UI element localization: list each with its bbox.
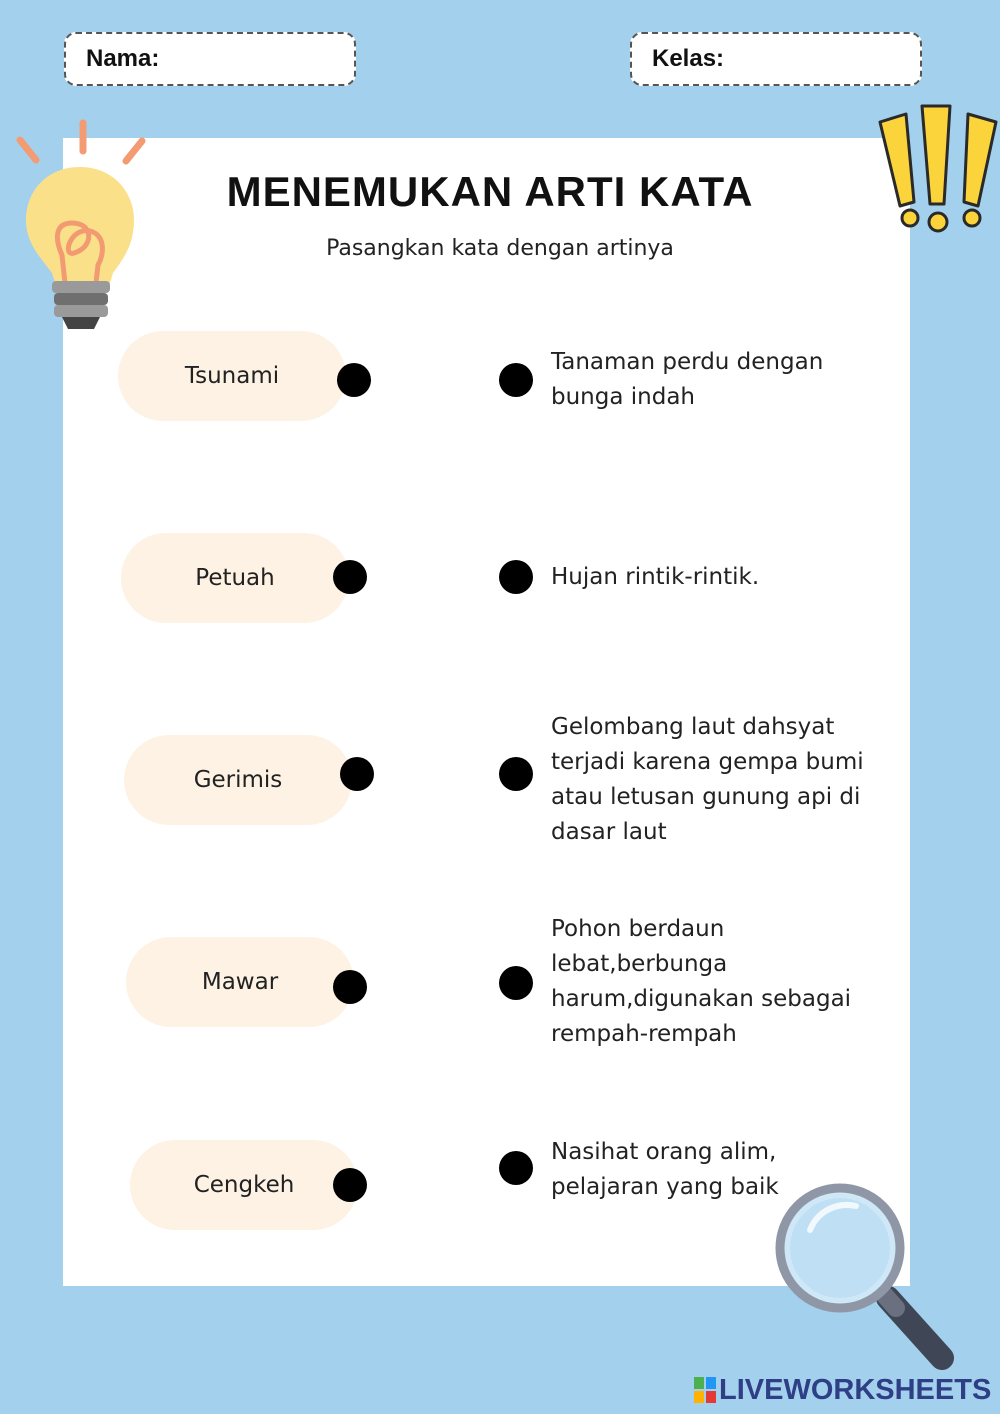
meaning-text — [551, 560, 881, 595]
kelas-label: Kelas: — [652, 45, 725, 72]
meaning-line: Hujan rintik-rintik. — [551, 564, 760, 590]
meaning-dot[interactable] — [499, 363, 533, 397]
word-label: Mawar — [201, 969, 279, 995]
meaning-line: Pohon berdaun — [551, 916, 725, 942]
meaning-dot[interactable] — [499, 757, 533, 791]
liveworksheets-logo[interactable] — [694, 1372, 991, 1408]
meaning-line: atau letusan gunung api di — [551, 784, 861, 810]
meaning-dot[interactable] — [499, 1151, 533, 1185]
word-pill — [118, 331, 346, 421]
brand-label: LIVEWORKSHEETS — [719, 1373, 992, 1406]
word-label: Petuah — [195, 565, 275, 591]
nama-field[interactable] — [64, 32, 356, 86]
meaning-line: Gelombang laut dahsyat — [551, 714, 835, 740]
meaning-line: dasar laut — [551, 819, 667, 845]
meaning-dot[interactable] — [499, 966, 533, 1000]
kelas-field[interactable] — [630, 32, 922, 86]
word-pill — [130, 1140, 358, 1230]
word-label: Gerimis — [193, 767, 283, 793]
word-dot[interactable] — [333, 1168, 367, 1202]
word-pill — [121, 533, 349, 623]
meaning-line: Tanaman perdu dengan — [551, 349, 824, 375]
nama-label: Nama: — [86, 45, 160, 72]
word-label: Tsunami — [184, 363, 280, 389]
word-dot[interactable] — [333, 560, 367, 594]
page-subtitle: Pasangkan kata dengan artinya — [326, 236, 674, 261]
lightbulb-icon — [10, 115, 160, 335]
meaning-line: bunga indah — [551, 384, 695, 410]
word-label: Cengkeh — [193, 1172, 295, 1198]
word-dot[interactable] — [337, 363, 371, 397]
word-pill — [126, 937, 354, 1027]
word-pill — [124, 735, 352, 825]
meaning-line: rempah-rempah — [551, 1021, 737, 1047]
meaning-line: lebat,berbunga — [551, 951, 728, 977]
page-title: MENEMUKAN ARTI KATA — [226, 168, 754, 215]
meaning-line: pelajaran yang baik — [551, 1174, 779, 1200]
magnifier-icon — [770, 1180, 970, 1380]
liveworksheets-logo-icon — [694, 1377, 716, 1403]
meaning-dot[interactable] — [499, 560, 533, 594]
meaning-line: terjadi karena gempa bumi — [551, 749, 864, 775]
meaning-text — [551, 912, 881, 1052]
word-dot[interactable] — [340, 757, 374, 791]
meaning-text — [551, 345, 881, 415]
word-dot[interactable] — [333, 970, 367, 1004]
meaning-text — [551, 710, 881, 850]
meaning-line: Nasihat orang alim, — [551, 1139, 777, 1165]
meaning-line: harum,digunakan sebagai — [551, 986, 852, 1012]
